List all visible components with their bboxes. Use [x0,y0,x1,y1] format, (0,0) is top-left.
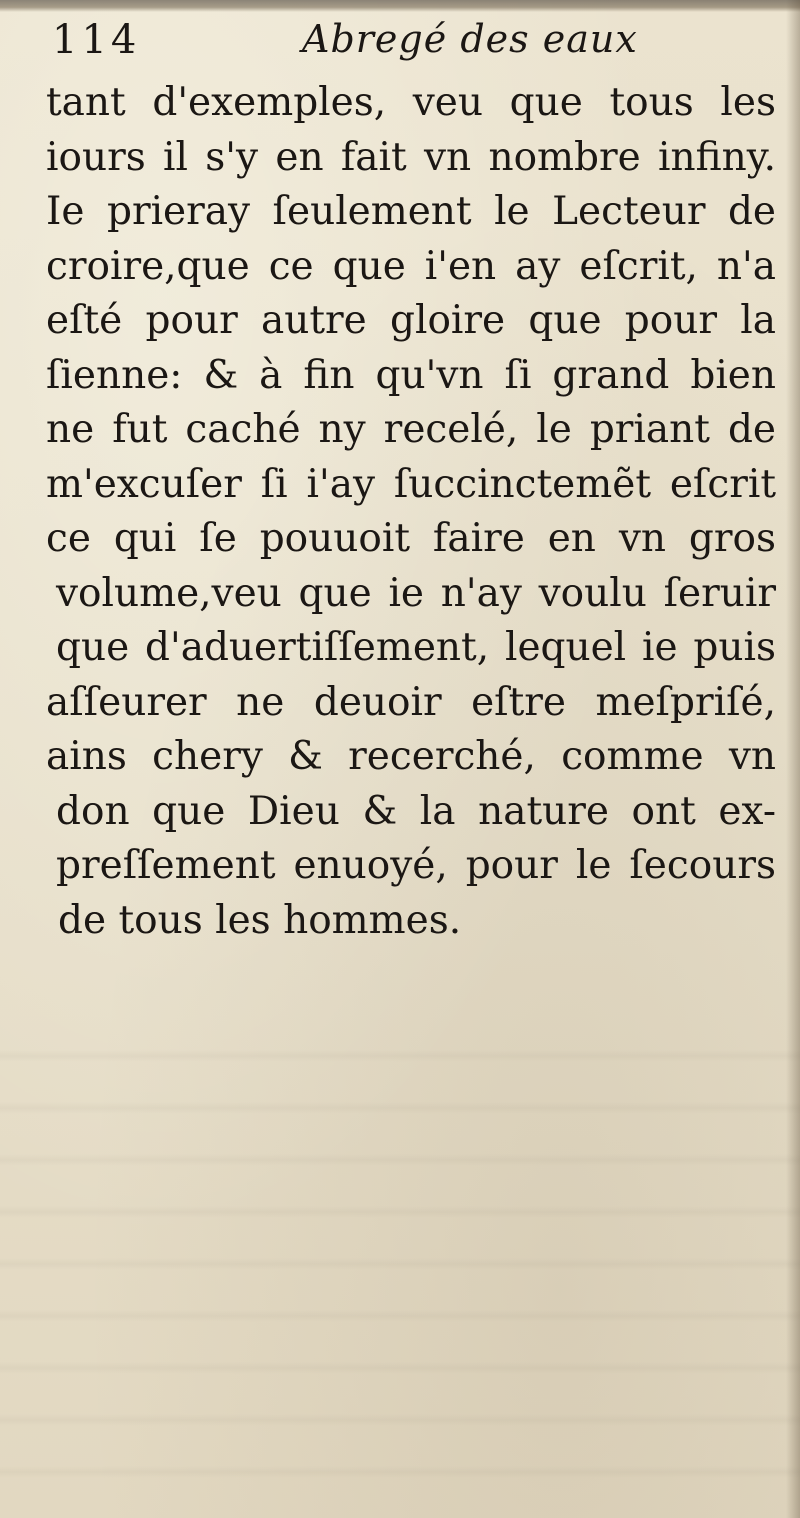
text-line-last: de tous les hommes. [58,897,462,943]
text-line: ains chery & recerché, comme vn [46,734,776,779]
text-line: volume,veu que ie n'ay voulu ſeruir [56,570,776,616]
text-line: Ie prieray ſeulement le Lecteur de [46,189,776,234]
text-line: preſſement enuoyé, pour le ſecours [56,843,776,888]
text-line: don que Dieu & la nature ont ex- [56,788,776,834]
page-top-edge [0,0,800,12]
text-line: ce qui ſe pouuoit faire en vn gros [46,516,776,561]
text-line: croire,que ce que i'en ay eſcrit, n'a [46,243,776,289]
page-number: 114 [52,17,141,63]
text-line: iours il s'y en fait vn nombre infiny. [46,134,776,180]
text-line: m'excuſer ſi i'ay ſuccinctemẽt eſcrit [46,461,776,507]
running-title: Abregé des eaux [302,17,638,61]
page-header [52,14,752,74]
body-text [46,76,776,948]
text-line: ſienne: & à fin qu'vn ſi grand bien [46,352,776,398]
text-line: eſté pour autre gloire que pour la [46,298,776,343]
text-line: ne fut caché ny recelé, le priant de [46,407,776,452]
text-line: tant d'exemples, veu que tous les [46,80,776,125]
show-through-texture [0,1010,800,1510]
text-line: aſſeurer ne deuoir eſtre meſpriſé, [46,679,776,725]
text-line: que d'aduertiſſement, lequel ie puis [56,625,776,670]
